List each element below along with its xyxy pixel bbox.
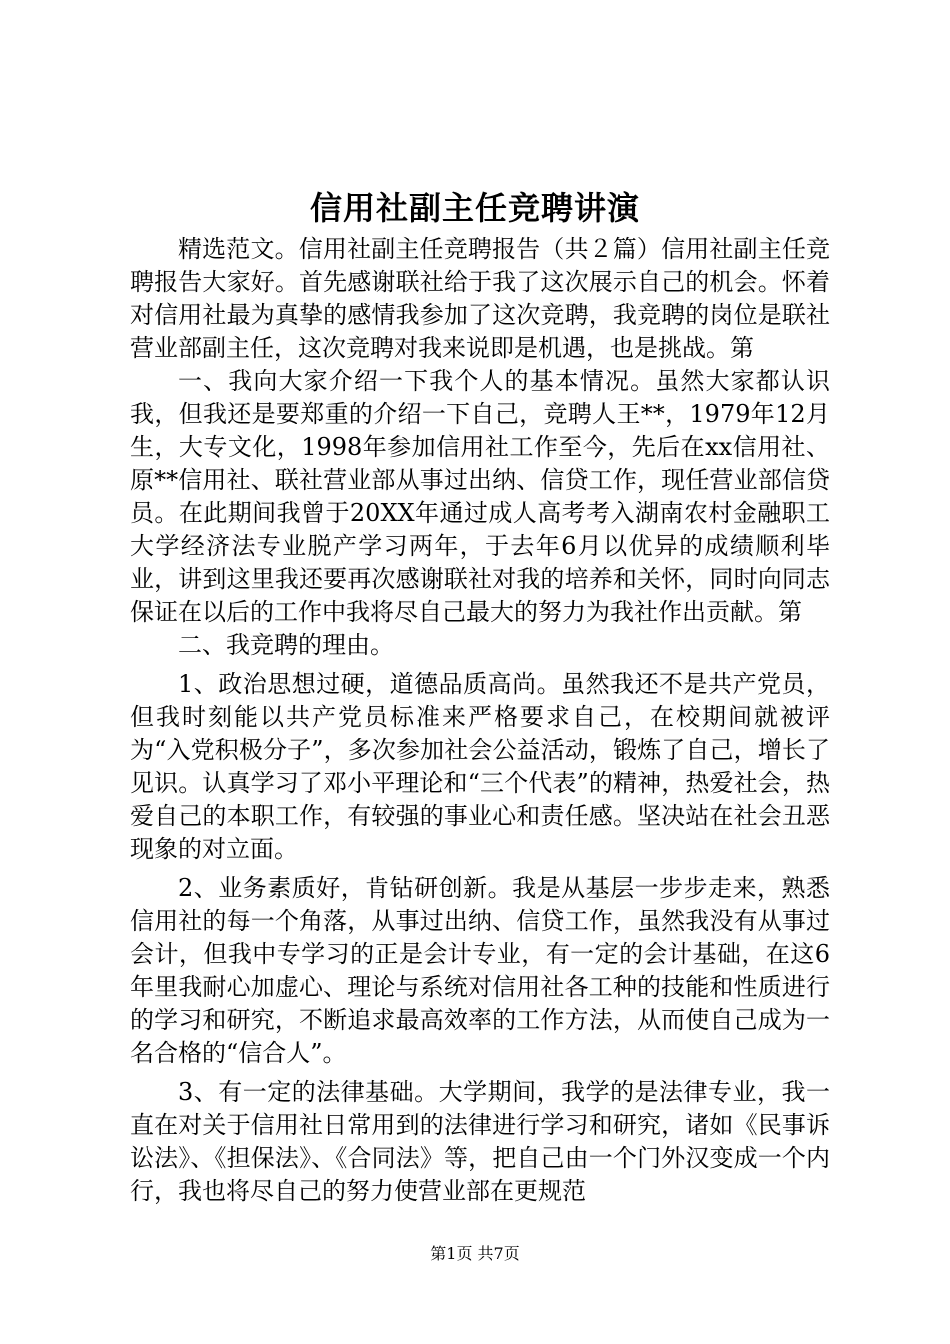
paragraph-section-two-heading: 二、我竞聘的理由。 [178,631,394,659]
paragraph-section-one: 一、我向大家介绍一下我个人的基本情况。虽然大家都认识我，但我还是要郑重的介绍一下自己，竞聘人王**，1979年12月生，大专文化，1998年参加信用社工作至今，先后在xx信用社、原**信用社、联社营业部从事过出纳、信贷工作，现任营业部信贷员。在此期间我曾于20XX年通过成人高考考入湖南农村金融职工大学经济法专业脱产学习两年，于去年6月以优异的成绩顺利毕业，讲到这里我还要再次感谢联社对我的培养和关怀，同时向同志保证在以后的工作中我将尽自己最大的努力为我社作出贡献。第 [130,367,830,626]
page-number-footer: 第1页 共7页 [430,1244,520,1263]
paragraph-reason-2: 2、业务素质好，肯钻研创新。我是从基层一步步走来，熟悉信用社的每一个角落，从事过出纳、信贷工作，虽然我没有从事过会计，但我中专学习的正是会计专业，有一定的会计基础，在这6年里我耐心加虚心、理论与系统对信用社各工种的技能和性质进行的学习和研究，不断追求最高效率的工作方法，从而使自己成为一名合格的“信合人”。 [130,874,830,1067]
paragraph-intro: 精选范文。信用社副主任竞聘报告（共２篇）信用社副主任竞聘报告大家好。首先感谢联社给于我了这次展示自己的机会。怀着对信用社最为真挚的感情我参加了这次竞聘，我竞聘的岗位是联社营业部副主任，这次竞聘对我来说即是机遇，也是挑战。第 [130,235,830,362]
document-body [130,233,830,1208]
paragraph-reason-1: 1、政治思想过硬，道德品质高尚。虽然我还不是共产党员，但我时刻能以共产党员标准来严格要求自己，在校期间就被评为“入党积极分子”，多次参加社会公益活动，锻炼了自己，增长了见识。认真学习了邓小平理论和“三个代表”的精神，热爱社会，热爱自己的本职工作，有较强的事业心和责任感。坚决站在社会丑恶现象的对立面。 [130,670,830,863]
paragraph-reason-3: 3、有一定的法律基础。大学期间，我学的是法律专业，我一直在对关于信用社日常用到的法律进行学习和研究，诸如《民事诉讼法》、《担保法》、《合同法》等，把自己由一个门外汉变成一个内行，我也将尽自己的努力使营业部在更规范 [130,1078,830,1205]
document-title: 信用社副主任竞聘讲演 [309,189,640,227]
